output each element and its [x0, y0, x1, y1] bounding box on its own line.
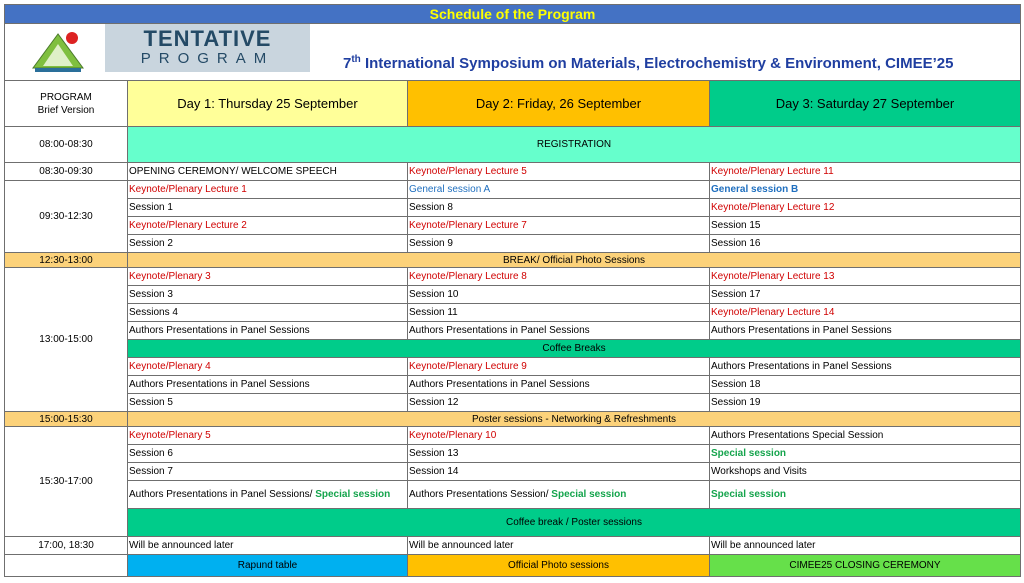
photo-sessions-cell: Official Photo sessions: [408, 555, 710, 577]
day3-cell: General session B: [710, 181, 1021, 199]
day2-cell: Keynote/Plenary 10: [408, 427, 710, 445]
day3-cell: Authors Presentations Special Session: [710, 427, 1021, 445]
day3-cell: Special session: [710, 445, 1021, 463]
day1-cell: Will be announced later: [128, 537, 408, 555]
day-header-row: [5, 81, 1021, 127]
time-cell: 08:00-08:30: [5, 127, 128, 163]
day1-header: Day 1: Thursday 25 September: [128, 81, 408, 127]
time-cell: 09:30-12:30: [5, 181, 128, 253]
special-session-text: Special session: [312, 489, 391, 500]
time-cell: 17:00, 18:30: [5, 537, 128, 555]
empty-cell: [5, 555, 128, 577]
day2-cell: Session 14: [408, 463, 710, 481]
day1-cell: Session 6: [128, 445, 408, 463]
day1-cell: Keynote/Plenary 5: [128, 427, 408, 445]
day3-cell: Session 17: [710, 286, 1021, 304]
day2-cell: Keynote/Plenary Lecture 9: [408, 358, 710, 376]
break-cell: BREAK/ Official Photo Sessions: [128, 253, 1021, 268]
title-row: [5, 5, 1021, 24]
day1-cell: Keynote/Plenary 3: [128, 268, 408, 286]
coffee-break-cell: Coffee Breaks: [128, 340, 1021, 358]
symposium-name: International Symposium on Materials, Electrochemistry & Environment, CIMEE’25: [360, 55, 954, 72]
schedule-title: Schedule of the Program: [5, 5, 1021, 24]
table-row: [5, 358, 1021, 376]
tentative-program-badge: [105, 24, 310, 72]
day1-cell: Session 2: [128, 235, 408, 253]
program-label: [5, 81, 128, 127]
day2-cell: Session 12: [408, 394, 710, 412]
table-row: [5, 394, 1021, 412]
day2-cell: Session 10: [408, 286, 710, 304]
registration-row: [5, 127, 1021, 163]
day3-cell: Session 18: [710, 376, 1021, 394]
coffee-row: [5, 340, 1021, 358]
table-row: [5, 235, 1021, 253]
banner-row: [5, 24, 1021, 81]
table-row: [5, 268, 1021, 286]
opening-row: [5, 163, 1021, 181]
table-row: [5, 427, 1021, 445]
day2-cell: Authors Presentations in Panel Sessions: [408, 322, 710, 340]
cell-text: Authors Presentations Session/: [409, 489, 549, 500]
day3-cell: Session 15: [710, 217, 1021, 235]
day2-cell: Session 13: [408, 445, 710, 463]
table-row: [5, 376, 1021, 394]
table-row: [5, 217, 1021, 235]
day3-cell: Keynote/Plenary Lecture 11: [710, 163, 1021, 181]
day1-cell: Session 1: [128, 199, 408, 217]
time-cell: 15:00-15:30: [5, 412, 128, 427]
day1-cell: Session 7: [128, 463, 408, 481]
symposium-ordinal: 7: [343, 55, 352, 72]
time-cell: 13:00-15:00: [5, 268, 128, 412]
day2-cell: Session 9: [408, 235, 710, 253]
day2-cell: Will be announced later: [408, 537, 710, 555]
day3-cell: Authors Presentations in Panel Sessions: [710, 358, 1021, 376]
tentative-text: TENTATIVE: [143, 26, 272, 51]
day3-cell: Workshops and Visits: [710, 463, 1021, 481]
cell-text: Authors Presentations in Panel Sessions/: [129, 489, 313, 500]
day1-cell: Authors Presentations in Panel Sessions: [128, 322, 408, 340]
day2-cell: Session 8: [408, 199, 710, 217]
time-cell: 15:30-17:00: [5, 427, 128, 537]
table-row: [5, 199, 1021, 217]
special-session-text: Special session: [548, 489, 627, 500]
coffee-poster-cell: Coffee break / Poster sessions: [128, 509, 1021, 537]
banner: [5, 24, 1021, 81]
day3-cell: Keynote/Plenary Lecture 14: [710, 304, 1021, 322]
table-row: [5, 286, 1021, 304]
cimee-logo-icon: [27, 28, 89, 74]
schedule-table: [4, 4, 1021, 577]
day2-cell: [408, 481, 710, 509]
program-line2: Brief Version: [37, 104, 95, 116]
day3-cell: Special session: [710, 481, 1021, 509]
table-row: [5, 322, 1021, 340]
evening-row: [5, 537, 1021, 555]
coffee-row: [5, 509, 1021, 537]
break-row: [5, 412, 1021, 427]
day3-cell: Authors Presentations in Panel Sessions: [710, 322, 1021, 340]
day1-cell: Authors Presentations in Panel Sessions: [128, 376, 408, 394]
table-row: [5, 304, 1021, 322]
day1-cell: OPENING CEREMONY/ WELCOME SPEECH: [128, 163, 408, 181]
table-row: [5, 445, 1021, 463]
day1-cell: Session 5: [128, 394, 408, 412]
round-table-cell: Rapund table: [128, 555, 408, 577]
time-cell: 08:30-09:30: [5, 163, 128, 181]
program-line1: PROGRAM: [40, 91, 92, 103]
day1-cell: Sessions 4: [128, 304, 408, 322]
time-cell: 12:30-13:00: [5, 253, 128, 268]
day2-cell: General session A: [408, 181, 710, 199]
table-row: [5, 463, 1021, 481]
poster-break-cell: Poster sessions - Networking & Refreshments: [128, 412, 1021, 427]
day3-cell: Session 19: [710, 394, 1021, 412]
day2-cell: Keynote/Plenary Lecture 8: [408, 268, 710, 286]
day2-cell: Keynote/Plenary Lecture 7: [408, 217, 710, 235]
footer-row: [5, 555, 1021, 577]
program-text: PROGRAM: [140, 50, 275, 67]
table-row: [5, 481, 1021, 509]
day3-cell: Keynote/Plenary Lecture 13: [710, 268, 1021, 286]
day3-cell: Keynote/Plenary Lecture 12: [710, 199, 1021, 217]
day1-cell: Session 3: [128, 286, 408, 304]
day2-header: Day 2: Friday, 26 September: [408, 81, 710, 127]
day1-cell: Keynote/Plenary Lecture 2: [128, 217, 408, 235]
day1-cell: Keynote/Plenary Lecture 1: [128, 181, 408, 199]
symposium-sup: th: [351, 54, 361, 65]
day3-cell: Will be announced later: [710, 537, 1021, 555]
day1-cell: [128, 481, 408, 509]
break-row: [5, 253, 1021, 268]
day3-cell: Session 16: [710, 235, 1021, 253]
day2-cell: Session 11: [408, 304, 710, 322]
closing-ceremony-cell: CIMEE25 CLOSING CEREMONY: [710, 555, 1021, 577]
day2-cell: Authors Presentations in Panel Sessions: [408, 376, 710, 394]
registration-cell: REGISTRATION: [128, 127, 1021, 163]
day1-cell: Keynote/Plenary 4: [128, 358, 408, 376]
schedule-sheet: [4, 4, 1020, 577]
day3-header: Day 3: Saturday 27 September: [710, 81, 1021, 127]
day2-cell: Keynote/Plenary Lecture 5: [408, 163, 710, 181]
symposium-title: [343, 54, 953, 72]
table-row: [5, 181, 1021, 199]
